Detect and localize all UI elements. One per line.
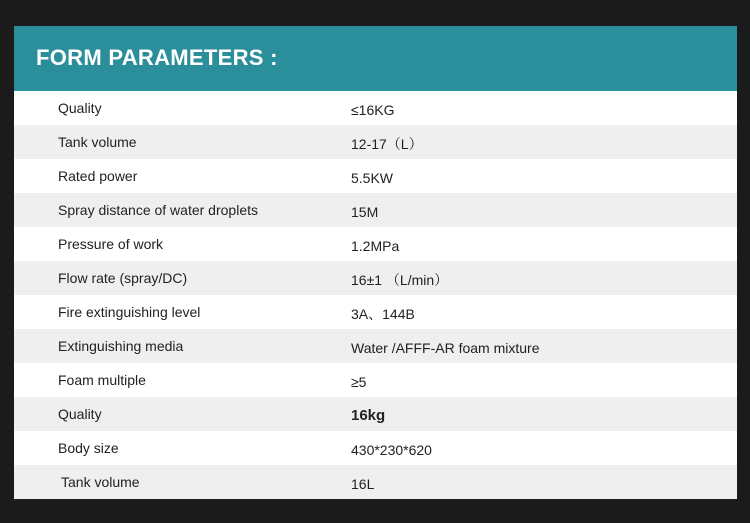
param-value: 430*230*620 <box>351 442 432 458</box>
param-value: 5.5KW <box>351 170 394 186</box>
table-row <box>14 363 737 397</box>
param-label: Rated power <box>58 168 138 184</box>
param-value: 16kg <box>351 407 386 424</box>
parameters-card <box>14 26 737 499</box>
table-row <box>14 159 737 193</box>
section-title: FORM PARAMETERS : <box>36 44 278 70</box>
table-row <box>14 261 737 295</box>
param-value: 16L <box>351 476 375 492</box>
param-label: Pressure of work <box>58 236 164 252</box>
param-value: 3A、144B <box>351 306 415 322</box>
param-label: Tank volume <box>61 474 140 490</box>
table-row <box>14 397 737 431</box>
param-value: ≤16KG <box>351 102 395 118</box>
param-value: 12-17（L） <box>351 136 423 152</box>
param-value: 16±1 （L/min） <box>351 272 449 288</box>
param-label: Extinguishing media <box>58 338 184 354</box>
param-label: Body size <box>58 440 119 456</box>
parameters-table <box>14 91 737 499</box>
param-label: Flow rate (spray/DC) <box>58 270 188 286</box>
table-row <box>14 193 737 227</box>
param-label: Quality <box>58 406 102 422</box>
param-label: Foam multiple <box>58 372 146 388</box>
param-label: Spray distance of water droplets <box>58 202 258 218</box>
section-header <box>14 26 737 91</box>
param-value: 15M <box>351 204 379 220</box>
table-row <box>14 91 737 125</box>
table-row <box>14 329 737 363</box>
param-label: Tank volume <box>58 134 137 150</box>
table-row <box>14 431 737 465</box>
param-value: Water /AFFF-AR foam mixture <box>351 340 540 356</box>
param-label: Quality <box>58 100 102 116</box>
param-value: 1.2MPa <box>351 238 400 254</box>
table-row <box>14 465 737 499</box>
table-row <box>14 227 737 261</box>
param-value: ≥5 <box>351 374 367 390</box>
param-label: Fire extinguishing level <box>58 304 201 320</box>
table-row <box>14 295 737 329</box>
table-row <box>14 125 737 159</box>
